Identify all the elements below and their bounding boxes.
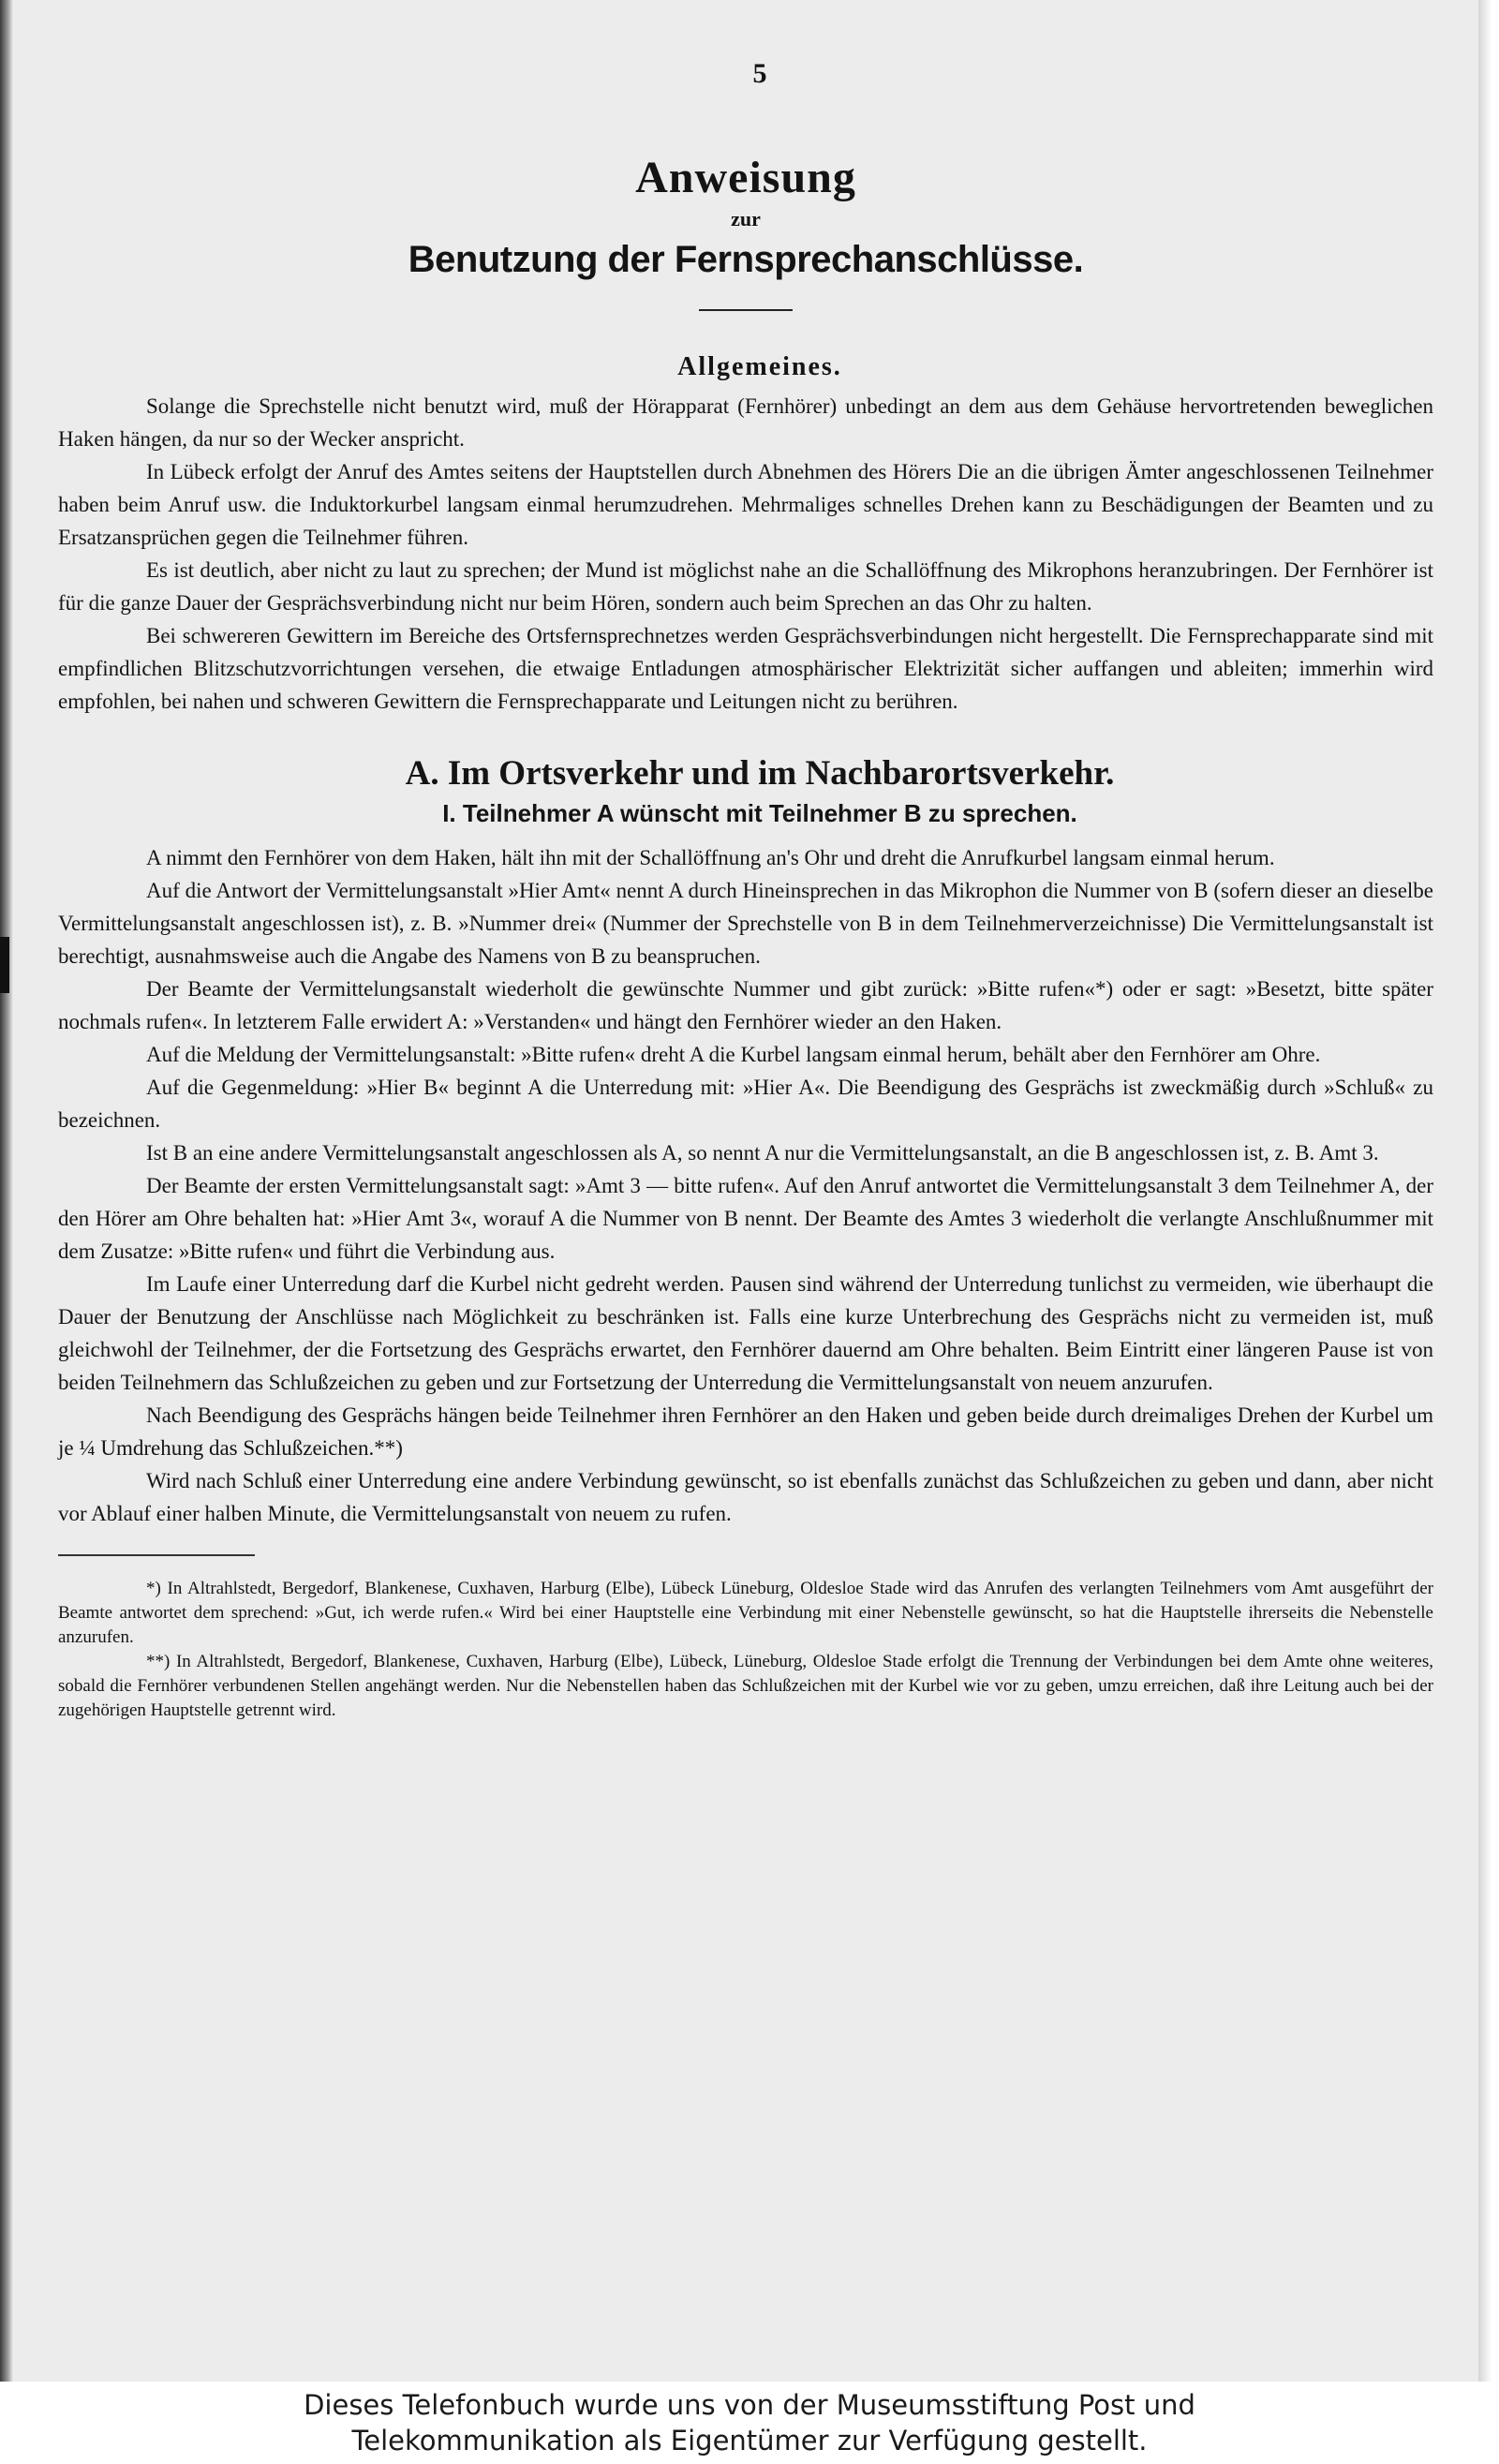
paragraph: Es ist deutlich, aber nicht zu laut zu sprechen; der Mund ist möglichst nahe an die Schallöffnung des Mikrophons heranzubringen. Der Fernhörer ist für die ganze Dauer der Gesprächsverbindung nicht nur beim Hören, sondern auch beim Sprechen an das Ohr zu halten. xyxy=(58,558,1433,615)
paragraph: Im Laufe einer Unterredung darf die Kurbel nicht gedreht werden. Pausen sind während der Unterredung tunlichst zu vermeiden, wie überhaupt die Dauer der Benutzung der Anschlüsse nach Möglichkeit zu beschränken ist. Falls eine kurze Unterbrechung des Gesprächs nicht zu vermeiden ist, muß gleichwohl der Teilnehmer, der die Fortsetzung des Gesprächs erwartet, den Fernhörer dauernd am Ohre behalten. Beim Eintritt einer längeren Pause ist von beiden Teilnehmern das Schlußzeichen zu geben und zur Fortsetzung der Unterredung die Vermittelungsanstalt von neuem anzurufen. xyxy=(58,1272,1433,1394)
local-traffic-section xyxy=(58,841,1433,1530)
paragraph: Nach Beendigung des Gesprächs hängen beide Teilnehmer ihren Fernhörer an den Haken und geben beide durch dreimaliges Drehen der Kurbel um je ¼ Umdrehung das Schlußzeichen.**) xyxy=(58,1403,1433,1460)
title-divider xyxy=(699,309,793,311)
footnote-divider xyxy=(58,1554,255,1556)
attribution-line: Telekommunikation als Eigentümer zur Verfügung gestellt. xyxy=(351,2425,1148,2457)
attribution-line: Dieses Telefonbuch wurde uns von der Museumsstiftung Post und xyxy=(304,2389,1195,2421)
page-edge-left xyxy=(0,0,13,2382)
subsection-heading: I. Teilnehmer A wünscht mit Teilnehmer B zu sprechen. xyxy=(442,799,1077,827)
paragraph: Auf die Gegenmeldung: »Hier B« beginnt A die Unterredung mit: »Hier A«. Die Beendigung des Gesprächs ist zweckmäßig durch »Schluß« zu bezeichnen. xyxy=(58,1076,1433,1132)
paragraph: In Lübeck erfolgt der Anruf des Amtes seitens der Hauptstellen durch Abnehmen des Hörers Die an die übrigen Ämter angeschlossenen Teilnehmer haben beim Anruf usw. die Induktorkurbel langsam einmal herumzudrehen. Mehrmaliges schnelles Drehen kann zu Beschädigungen der Beamten und zu Ersatzansprüchen gegen die Teilnehmer führen. xyxy=(58,460,1433,549)
title-connector: zur xyxy=(731,207,761,230)
document-subtitle: Benutzung der Fernsprechanschlüsse. xyxy=(408,239,1084,280)
attribution-caption xyxy=(0,2382,1499,2464)
footnotes xyxy=(58,1577,1433,1723)
binding-mark xyxy=(0,937,9,993)
section-heading-general: Allgemeines. xyxy=(677,352,842,381)
section-heading-local-traffic: A. Im Ortsverkehr und im Nachbarortsverkehr. xyxy=(405,754,1115,793)
paragraph: Auf die Antwort der Vermittelungsanstalt »Hier Amt« nennt A durch Hineinsprechen in das Mikrophon die Nummer von B (sofern dieser an dieselbe Vermittelungsanstalt angeschlossen ist), z. B. »Nummer drei« (Nummer der Sprechstelle von B in dem Teilnehmerverzeichnisse) Die Vermittelungsanstalt ist berechtigt, ausnahmsweise auch die Angabe des Namens von B zu beanspruchen. xyxy=(58,879,1433,968)
paragraph: Auf die Meldung der Vermittelungsanstalt: »Bitte rufen« dreht A die Kurbel langsam einmal herum, behält aber den Fernhörer am Ohre. xyxy=(146,1043,1321,1066)
paragraph: Wird nach Schluß einer Unterredung eine andere Verbindung gewünscht, so ist ebenfalls zunächst das Schlußzeichen zu geben und dann, aber nicht vor Ablauf einer halben Minute, die Vermittelungsanstalt von neuem zu rufen. xyxy=(58,1469,1433,1525)
footnote: **) In Altrahlstedt, Bergedorf, Blankenese, Cuxhaven, Harburg (Elbe), Lübeck, Lüneburg, Oldesloe Stade erfolgt die Trennung der Verbindungen bei dem Amte ohne weiteres, sobald die Fernhörer verbundenen Stellen angehängt werden. Nur die Nebenstellen haben das Schlußzeichen mit der Kurbel wie vor zu geben, umzu erreichen, daß ihre Leitung auch bei der zugehörigen Hauptstelle getrennt wird. xyxy=(58,1652,1433,1720)
document-title: Anweisung xyxy=(635,153,856,202)
document-page xyxy=(58,58,1433,1723)
paragraph: Der Beamte der Vermittelungsanstalt wiederholt die gewünschte Nummer und gibt zurück: »Bitte rufen«*) oder er sagt: »Besetzt, bitte später nochmals rufen«. In letzterem Falle erwidert A: »Verstanden« und hängt den Fernhörer wieder an den Haken. xyxy=(58,977,1433,1033)
paragraph: Bei schwereren Gewittern im Bereiche des Ortsfernsprechnetzes werden Gesprächsverbindungen nicht hergestellt. Die Fernsprechapparate sind mit empfindlichen Blitzschutzvorrichtungen versehen, die etwaige Entladungen atmosphärischer Elektrizität sicher auffangen und ableiten; immerhin wird empfohlen, bei nahen und schweren Gewittern die Fernsprechapparate und Leitungen nicht zu berühren. xyxy=(58,624,1433,713)
footnote: *) In Altrahlstedt, Bergedorf, Blankenese, Cuxhaven, Harburg (Elbe), Lübeck Lüneburg, Oldesloe Stade wird das Anrufen des verlangten Teilnehmers vom Amt ausgeführt der Beamte antwortet dem sprechend: »Gut, ich werde rufen.« Wird bei einer Hauptstelle eine Verbindung mit einer Nebenstelle gewünscht, so hat die Hauptstelle ihrerseits die Nebenstelle anzurufen. xyxy=(58,1579,1433,1647)
paragraph: Ist B an eine andere Vermittelungsanstalt angeschlossen als A, so nennt A nur die Vermittelungsanstalt, an die B angeschlossen ist, z. B. Amt 3. xyxy=(146,1141,1379,1165)
paragraph: Der Beamte der ersten Vermittelungsanstalt sagt: »Amt 3 — bitte rufen«. Auf den Anruf antwortet die Vermittelungsanstalt 3 dem Teilnehmer A, der den Hörer am Ohre behalten hat: »Hier Amt 3«, worauf A die Nummer von B nennt. Der Beamte des Amtes 3 wiederholt die verlangte Anschlußnummer mit dem Zusatze: »Bitte rufen« und führt die Verbindung aus. xyxy=(58,1174,1433,1263)
page-edge-right xyxy=(1478,0,1499,2382)
general-section xyxy=(58,390,1433,718)
paragraph: Solange die Sprechstelle nicht benutzt wird, muß der Hörapparat (Fernhörer) unbedingt an dem aus dem Gehäuse hervortretenden beweglichen Haken hängen, da nur so der Wecker anspricht. xyxy=(58,394,1433,451)
paragraph: A nimmt den Fernhörer von dem Haken, hält ihn mit der Schallöffnung an's Ohr und dreht die Anrufkurbel langsam einmal herum. xyxy=(146,846,1275,869)
page-number: 5 xyxy=(752,58,767,89)
